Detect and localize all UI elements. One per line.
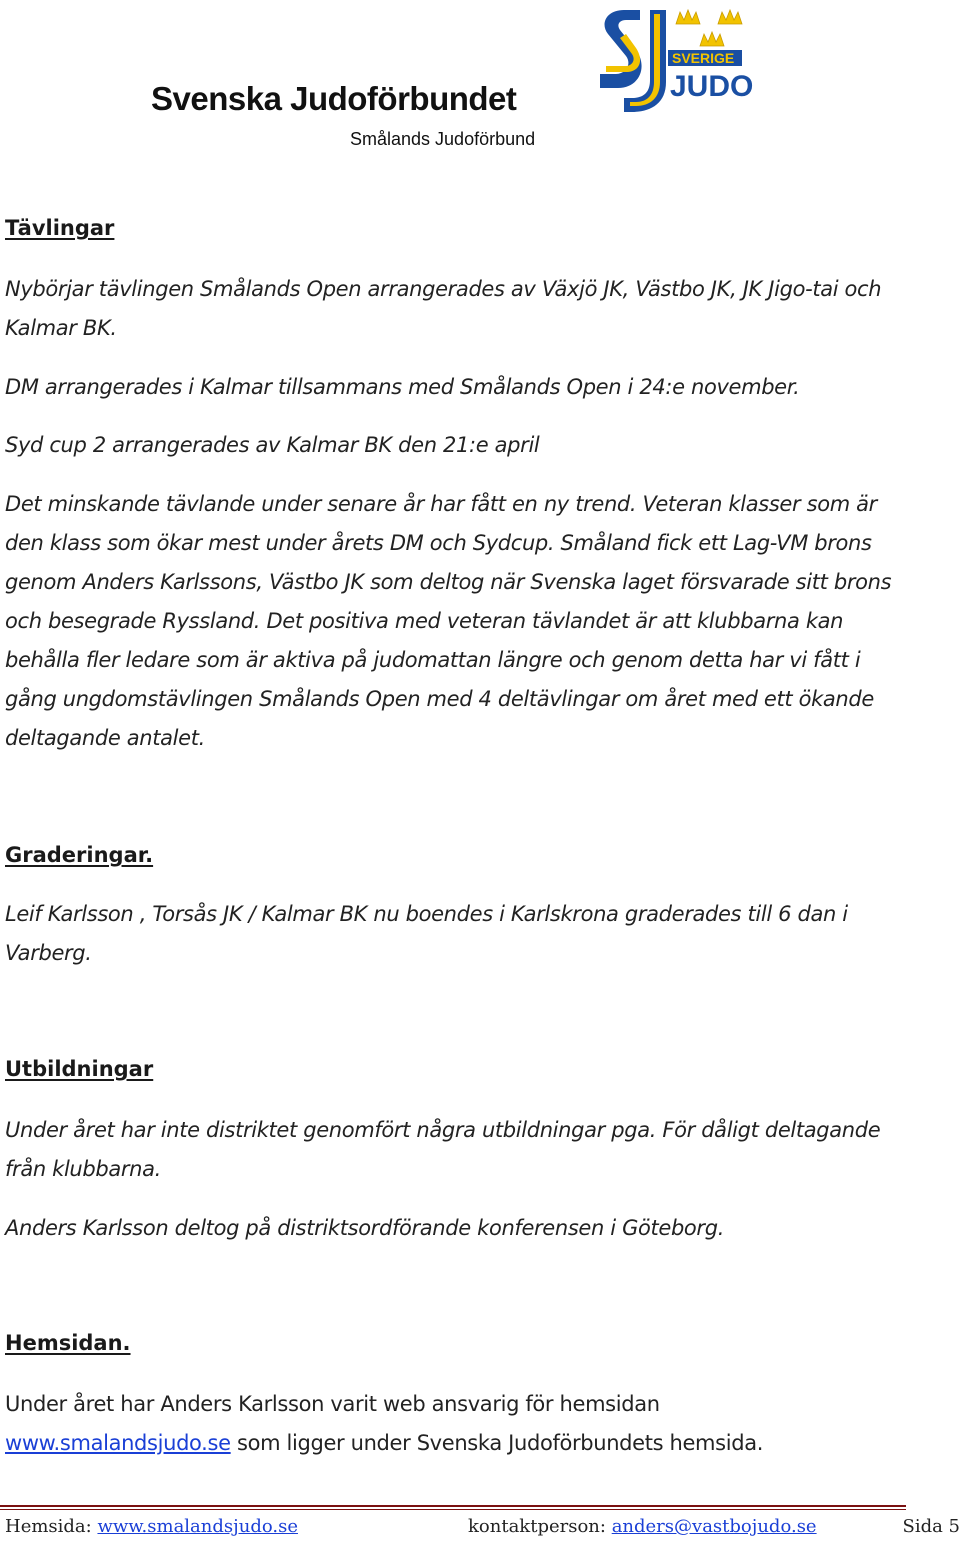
hemsidan-text: Under året har Anders Karlsson varit web ansvarig för hemsidan <box>5 1392 660 1416</box>
footer-contact-link[interactable]: anders@vastbojudo.se <box>611 1516 817 1537</box>
graderingar-paragraph-1: Leif Karlsson , Torsås JK / Kalmar BK nu boendes i Karlskrona graderades till 6 dan i Varberg. <box>5 902 848 965</box>
page-number: Sida 5 <box>902 1516 960 1537</box>
footer-site-label: Hemsida: <box>5 1516 98 1537</box>
heading-tavlingar: Tävlingar <box>5 216 115 240</box>
footer-rule-thin <box>0 1509 906 1510</box>
utbildningar-paragraph-1: Under året har inte distriktet genomfört några utbildningar pga. För dåligt deltagande från klubbarna. <box>5 1118 881 1181</box>
heading-utbildningar: Utbildningar <box>5 1057 154 1081</box>
footer-site-link[interactable]: www.smalandsjudo.se <box>97 1516 298 1537</box>
footer-site <box>5 1516 298 1537</box>
heading-hemsidan: Hemsidan. <box>5 1331 131 1355</box>
tavlingar-paragraph-4: Det minskande tävlande under senare år har fått en ny trend. Veteran klasser som är den klass som ökar mest under årets DM och Sydcup. Småland fick ett Lag-VM brons genom Anders Karlssons, Västbo JK som deltog när Svenska laget försvarade sitt brons och besegrade Ryssland. Det positiva med veteran tävlandet är att klubbarna kan behålla fler ledare som är aktiva på judomattan längre och genom detta har vi fått i gång ungdomstävlingen Smålands Open med 4 deltävlingar om året med ett ökande deltagande antalet. <box>5 492 892 750</box>
smalandsjudo-link[interactable]: www.smalandsjudo.se <box>5 1431 231 1455</box>
page-footer <box>5 1516 960 1542</box>
logo-sverige-text: SVERIGE <box>672 50 735 66</box>
heading-graderingar: Graderingar. <box>5 843 154 867</box>
footer-contact-label: kontaktperson: <box>468 1516 612 1537</box>
sverige-judo-logo <box>596 4 758 116</box>
footer-rule-thick <box>0 1505 906 1507</box>
organization-subtitle: Smålands Judoförbund <box>350 129 536 149</box>
tavlingar-paragraph-1: Nybörjar tävlingen Smålands Open arrangerades av Växjö JK, Västbo JK, JK Jigo-tai och Kalmar BK. <box>5 277 882 340</box>
logo-judo-text: JUDO <box>670 70 754 103</box>
tavlingar-paragraph-3: Syd cup 2 arrangerades av Kalmar BK den 21:e april <box>5 433 540 457</box>
footer-contact <box>468 1516 817 1537</box>
organization-title: Svenska Judoförbundet <box>151 80 517 117</box>
crown-icon <box>676 10 742 46</box>
utbildningar-paragraph-2: Anders Karlsson deltog på distriktsordförande konferensen i Göteborg. <box>5 1216 725 1240</box>
tavlingar-paragraph-2: DM arrangerades i Kalmar tillsammans med Smålands Open i 24:e november. <box>5 375 800 399</box>
hemsidan-tail: som ligger under Svenska Judoförbundets hemsida. <box>230 1431 764 1455</box>
hemsidan-paragraph-1 <box>5 1385 905 1463</box>
